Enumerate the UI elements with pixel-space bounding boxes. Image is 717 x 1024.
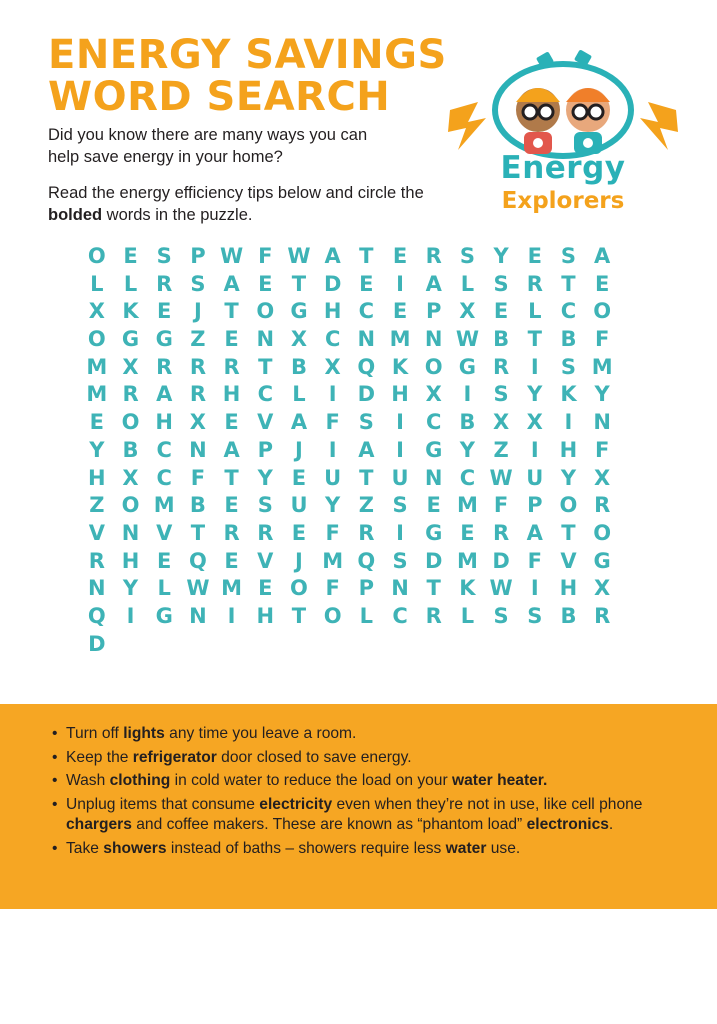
grid-letter[interactable]: M xyxy=(86,354,108,379)
grid-letter[interactable]: D xyxy=(492,548,510,573)
grid-letter[interactable]: H xyxy=(391,382,409,407)
grid-letter[interactable]: P xyxy=(190,244,206,268)
grid-letter[interactable]: F xyxy=(527,548,542,573)
grid-letter[interactable]: R xyxy=(526,271,543,296)
grid-letter[interactable]: A xyxy=(425,271,442,296)
grid-letter[interactable]: N xyxy=(357,327,376,352)
grid-letter[interactable]: E xyxy=(392,244,408,268)
grid-letter[interactable]: H xyxy=(559,437,578,462)
logo-mascots-icon xyxy=(438,40,688,160)
grid-letter[interactable]: I xyxy=(126,603,135,628)
grid-letter[interactable]: O xyxy=(121,410,140,435)
grid-letter[interactable]: F xyxy=(325,520,340,545)
grid-letter[interactable]: T xyxy=(291,603,307,628)
grid-letter[interactable]: I xyxy=(530,576,539,601)
grid-letter[interactable]: E xyxy=(594,271,610,296)
grid-letter[interactable]: Z xyxy=(358,493,374,518)
grid-letter[interactable]: W xyxy=(489,465,513,490)
grid-letter[interactable]: C xyxy=(257,382,273,407)
grid-letter[interactable]: H xyxy=(323,299,342,324)
grid-letter[interactable]: P xyxy=(426,299,442,324)
grid-letter[interactable]: E xyxy=(258,271,273,296)
tip-showers: • Take showers instead of baths – showers require less water use. xyxy=(52,839,672,860)
grid-letter[interactable]: R xyxy=(156,271,173,296)
grid-letter[interactable]: Y xyxy=(560,465,577,490)
grid-letter[interactable]: L xyxy=(359,603,374,628)
grid-letter[interactable]: Y xyxy=(122,576,139,601)
grid-letter[interactable]: I xyxy=(530,437,539,462)
grid-letter[interactable]: H xyxy=(121,548,140,573)
grid-letter[interactable]: U xyxy=(290,493,308,518)
grid-letter[interactable]: C xyxy=(358,299,375,324)
intro-line-2: help save energy in your home? xyxy=(48,148,283,166)
grid-letter[interactable]: J xyxy=(295,437,303,462)
grid-letter[interactable]: Y xyxy=(459,437,476,462)
grid-letter[interactable]: L xyxy=(460,603,475,628)
grid-letter[interactable]: R xyxy=(493,520,510,545)
grid-letter[interactable]: S xyxy=(156,244,172,268)
grid-letter[interactable]: E xyxy=(123,244,138,268)
grid-letter[interactable]: A xyxy=(358,437,375,462)
grid-letter[interactable]: R xyxy=(88,548,105,573)
grid-letter[interactable]: E xyxy=(359,271,374,296)
grid-letter[interactable]: G xyxy=(155,327,173,352)
grid-letter[interactable]: R xyxy=(594,603,611,628)
grid-letter[interactable]: E xyxy=(460,520,475,545)
grid-letter[interactable]: G xyxy=(290,299,308,324)
grid-letter[interactable]: F xyxy=(190,465,206,490)
grid-letter[interactable]: S xyxy=(459,244,475,268)
grid-letter[interactable]: V xyxy=(257,410,274,435)
grid-letter[interactable]: T xyxy=(224,299,239,324)
grid-letter[interactable]: S xyxy=(190,271,206,296)
grid-letter[interactable]: N xyxy=(424,327,443,352)
grid-letter[interactable]: A xyxy=(594,244,611,268)
grid-letter[interactable]: V xyxy=(88,520,105,545)
grid-letter[interactable]: M xyxy=(456,493,478,518)
grid-letter[interactable]: H xyxy=(88,465,106,490)
grid-letter[interactable]: L xyxy=(460,271,475,296)
grid-letter[interactable]: I xyxy=(328,437,337,462)
title-line-1: ENERGY SAVINGS xyxy=(48,32,447,78)
grid-letter[interactable]: E xyxy=(291,465,307,490)
grid-letter[interactable]: R xyxy=(594,493,611,518)
grid-letter[interactable]: H xyxy=(256,603,275,628)
grid-letter[interactable]: O xyxy=(424,354,443,379)
grid-letter[interactable]: R xyxy=(156,354,173,379)
grid-letter[interactable]: S xyxy=(257,493,273,518)
grid-letter[interactable]: X xyxy=(122,354,139,379)
grid-letter[interactable]: Z xyxy=(89,493,105,518)
grid-letter[interactable]: X xyxy=(290,327,308,352)
grid-letter[interactable]: Q xyxy=(357,548,376,573)
tip-electricity: • Unplug items that consume electricity even when they’re not in use, like cell phone chargers and coffee makers. These are known as “phantom load” electronics. xyxy=(52,795,672,836)
grid-letter[interactable]: S xyxy=(358,410,374,435)
grid-letter[interactable]: D xyxy=(88,631,106,656)
energy-explorers-logo xyxy=(438,40,688,230)
grid-letter[interactable]: I xyxy=(530,354,539,379)
grid-letter[interactable]: F xyxy=(325,576,340,601)
grid-letter[interactable]: E xyxy=(157,299,172,324)
grid-letter[interactable]: S xyxy=(527,603,543,628)
grid-letter[interactable]: F xyxy=(493,493,509,518)
grid-letter[interactable]: N xyxy=(121,520,140,545)
grid-letter[interactable]: V xyxy=(257,548,274,573)
grid-letter[interactable]: H xyxy=(222,382,241,407)
grid-letter[interactable]: E xyxy=(89,410,105,435)
grid-letter[interactable]: S xyxy=(493,271,509,296)
grid-letter[interactable]: R xyxy=(358,520,375,545)
grid-letter[interactable]: N xyxy=(593,410,611,435)
grid-letter[interactable]: A xyxy=(290,410,308,435)
grid-letter[interactable]: B xyxy=(560,603,577,628)
grid-letter[interactable]: B xyxy=(290,354,307,379)
page-title xyxy=(48,34,448,118)
grid-letter[interactable]: P xyxy=(527,493,543,518)
grid-letter[interactable]: Z xyxy=(190,327,206,352)
grid-letter[interactable]: E xyxy=(527,244,542,268)
grid-letter[interactable]: M xyxy=(86,382,108,407)
grid-letter[interactable]: X xyxy=(459,299,476,324)
grid-letter[interactable]: S xyxy=(560,244,577,268)
grid-letter[interactable]: T xyxy=(426,576,441,601)
grid-letter[interactable]: L xyxy=(157,576,171,601)
grid-letter[interactable]: N xyxy=(424,465,443,490)
grid-letter[interactable]: N xyxy=(391,576,409,601)
grid-letter[interactable]: F xyxy=(594,327,610,352)
grid-letter[interactable]: X xyxy=(425,382,442,407)
grid-letter[interactable]: Y xyxy=(493,244,509,268)
grid-letter[interactable]: R xyxy=(493,354,510,379)
grid-letter[interactable]: C xyxy=(392,603,408,628)
tips-list xyxy=(0,704,672,859)
grid-letter[interactable]: E xyxy=(392,299,408,324)
grid-letter[interactable]: X xyxy=(594,465,611,490)
grid-letter[interactable]: G xyxy=(121,327,140,352)
grid-letter[interactable]: T xyxy=(224,465,239,490)
grid-letter[interactable]: U xyxy=(526,465,544,490)
grid-letter[interactable]: O xyxy=(256,299,275,324)
grid-letter[interactable]: T xyxy=(561,520,576,545)
intro-line-1: Did you know there are many ways you can xyxy=(48,126,368,144)
grid-letter[interactable]: I xyxy=(396,410,404,435)
grid-letter[interactable]: R xyxy=(189,382,206,407)
grid-letter[interactable]: I xyxy=(396,271,404,296)
grid-letter[interactable]: M xyxy=(389,327,411,352)
grid-letter[interactable]: K xyxy=(391,354,409,379)
grid-letter[interactable]: F xyxy=(594,437,610,462)
grid-letter[interactable]: C xyxy=(426,410,442,435)
grid-letter[interactable]: S xyxy=(392,493,408,518)
grid-letter[interactable]: R xyxy=(257,520,274,545)
grid-letter[interactable]: M xyxy=(322,548,344,573)
grid-letter[interactable]: E xyxy=(224,493,239,518)
grid-letter[interactable]: M xyxy=(153,493,175,518)
grid-letter[interactable]: Z xyxy=(493,437,509,462)
grid-letter[interactable]: G xyxy=(155,603,173,628)
grid-letter[interactable]: X xyxy=(189,410,206,435)
grid-letter[interactable]: X xyxy=(88,299,105,324)
grid-letter[interactable]: Y xyxy=(527,382,543,407)
grid-letter[interactable]: L xyxy=(90,271,104,296)
grid-letter[interactable]: A xyxy=(526,520,543,545)
grid-letter[interactable]: O xyxy=(593,520,612,545)
grid-letter[interactable]: P xyxy=(358,576,375,601)
grid-letter[interactable]: V xyxy=(156,520,173,545)
grid-letter[interactable]: I xyxy=(328,382,337,407)
grid-letter[interactable]: K xyxy=(122,299,139,324)
grid-letter[interactable]: N xyxy=(256,327,275,352)
grid-letter[interactable]: O xyxy=(559,493,578,518)
grid-letter[interactable]: S xyxy=(493,382,509,407)
logo-word-energy: Energy xyxy=(500,150,626,186)
grid-letter[interactable]: I xyxy=(564,410,573,435)
grid-letter[interactable]: Y xyxy=(594,382,610,407)
grid-letter[interactable]: T xyxy=(291,271,307,296)
grid-letter[interactable]: E xyxy=(224,410,239,435)
grid-letter[interactable]: K xyxy=(459,576,476,601)
instructions-after: words in the puzzle. xyxy=(102,206,253,224)
grid-letter[interactable]: B xyxy=(189,493,206,518)
grid-letter[interactable]: J xyxy=(295,548,303,573)
grid-letter[interactable]: T xyxy=(359,244,374,268)
grid-letter[interactable]: O xyxy=(87,244,106,268)
grid-letter[interactable]: Q xyxy=(87,603,106,628)
grid-letter[interactable]: W xyxy=(186,576,210,601)
grid-letter[interactable]: D xyxy=(323,271,342,296)
grid-letter[interactable]: B xyxy=(459,410,476,435)
grid-letter[interactable]: J xyxy=(193,299,202,324)
grid-letter[interactable]: I xyxy=(396,520,404,545)
word-search-grid xyxy=(80,243,640,658)
grid-letter[interactable]: O xyxy=(121,493,140,518)
grid-letter[interactable]: E xyxy=(426,493,441,518)
grid-letter[interactable]: G xyxy=(425,437,443,462)
grid-letter[interactable]: C xyxy=(156,465,172,490)
grid-letter[interactable]: A xyxy=(223,437,240,462)
grid-letter[interactable]: O xyxy=(593,299,612,324)
instructions-bold: bolded xyxy=(48,206,103,224)
tips-panel xyxy=(0,704,717,909)
grid-letter[interactable]: G xyxy=(458,354,477,379)
instructions-before: Read the energy efficiency tips below and circle the xyxy=(48,184,424,202)
grid-letter[interactable]: M xyxy=(221,576,243,601)
grid-letter[interactable]: R xyxy=(425,603,442,628)
grid-letter[interactable]: H xyxy=(559,576,578,601)
grid-letter[interactable]: K xyxy=(560,382,577,407)
grid-letter[interactable]: X xyxy=(492,410,510,435)
grid-letter[interactable]: U xyxy=(324,465,342,490)
grid-letter[interactable]: U xyxy=(391,465,409,490)
grid-letter[interactable]: X xyxy=(526,410,543,435)
grid-letter[interactable]: W xyxy=(287,244,311,268)
tip-lights: • Turn off lights any time you leave a room. xyxy=(52,724,672,745)
tip-clothing: • Wash clothing in cold water to reduce the load on your water heater. xyxy=(52,771,672,792)
grid-letter[interactable]: T xyxy=(527,327,542,352)
grid-letter[interactable]: S xyxy=(493,603,509,628)
logo-word-explorers: Explorers xyxy=(501,188,625,214)
grid-letter[interactable]: L xyxy=(292,382,306,407)
grid-letter[interactable]: F xyxy=(325,410,340,435)
grid-letter[interactable]: I xyxy=(396,437,404,462)
grid-letter[interactable]: M xyxy=(456,548,478,573)
grid-letter[interactable]: X xyxy=(324,354,341,379)
grid-letter[interactable]: N xyxy=(189,437,207,462)
grid-letter[interactable]: D xyxy=(357,382,376,407)
grid-letter[interactable]: Y xyxy=(325,493,341,518)
grid-letter[interactable]: E xyxy=(157,548,172,573)
grid-letter[interactable]: B xyxy=(560,327,577,352)
grid-letter[interactable]: W xyxy=(455,327,479,352)
grid-letter[interactable]: Y xyxy=(257,465,273,490)
grid-letter[interactable]: T xyxy=(190,520,206,545)
grid-letter[interactable]: Y xyxy=(89,437,105,462)
grid-letter[interactable]: E xyxy=(291,520,307,545)
grid-letter[interactable]: C xyxy=(156,437,172,462)
grid-letter[interactable]: S xyxy=(392,548,408,573)
grid-letter[interactable]: H xyxy=(155,410,173,435)
grid-letter[interactable]: M xyxy=(591,354,613,379)
grid-letter[interactable]: P xyxy=(257,437,273,462)
grid-letter[interactable]: R xyxy=(223,354,240,379)
grid-letter[interactable]: D xyxy=(425,548,443,573)
tip-refrigerator: • Keep the refrigerator door closed to save energy. xyxy=(52,748,672,769)
grid-letter[interactable]: T xyxy=(359,465,374,490)
grid-letter[interactable]: L xyxy=(528,299,542,324)
grid-letter[interactable]: T xyxy=(258,354,273,379)
grid-letter[interactable]: O xyxy=(87,327,106,352)
grid-letter[interactable]: E xyxy=(224,327,239,352)
grid-letter[interactable]: C xyxy=(560,299,577,324)
grid-letter[interactable]: F xyxy=(258,244,273,268)
grid-letter[interactable]: A xyxy=(223,271,240,296)
instructions-text xyxy=(48,182,428,226)
grid-letter[interactable]: W xyxy=(489,576,513,601)
grid-letter[interactable]: N xyxy=(189,603,207,628)
grid-letter[interactable]: O xyxy=(323,603,342,628)
grid-letter[interactable]: G xyxy=(593,548,611,573)
grid-letter[interactable]: N xyxy=(88,576,106,601)
grid-letter[interactable]: T xyxy=(561,271,576,296)
grid-letter[interactable]: R xyxy=(425,244,442,268)
grid-letter[interactable]: X xyxy=(594,576,611,601)
grid-letter[interactable]: I xyxy=(463,382,472,407)
grid-letter[interactable]: R xyxy=(122,382,139,407)
title-line-2: WORD SEARCH xyxy=(48,74,391,120)
grid-letter[interactable]: Q xyxy=(357,354,376,379)
grid-letter[interactable]: S xyxy=(560,354,577,379)
grid-letter[interactable]: B xyxy=(493,327,510,352)
grid-letter[interactable]: R xyxy=(223,520,240,545)
grid-letter[interactable]: Q xyxy=(188,548,207,573)
grid-letter[interactable]: C xyxy=(459,465,476,490)
intro-text xyxy=(48,124,428,168)
grid-letter[interactable]: E xyxy=(258,576,273,601)
grid-letter[interactable]: B xyxy=(122,437,139,462)
grid-letter[interactable]: W xyxy=(220,244,244,268)
grid-letter[interactable]: A xyxy=(156,382,173,407)
grid-letter[interactable]: V xyxy=(560,548,577,573)
grid-letter[interactable]: O xyxy=(290,576,308,601)
grid-letter[interactable]: E xyxy=(224,548,239,573)
grid-letter[interactable]: G xyxy=(425,520,443,545)
grid-letter[interactable]: E xyxy=(493,299,509,324)
grid-letter[interactable]: I xyxy=(227,603,236,628)
grid-letter[interactable]: L xyxy=(123,271,138,296)
grid-letter[interactable]: R xyxy=(189,354,206,379)
grid-letter[interactable]: A xyxy=(324,244,341,268)
grid-letter[interactable]: C xyxy=(324,327,341,352)
grid-letter[interactable]: X xyxy=(122,465,139,490)
